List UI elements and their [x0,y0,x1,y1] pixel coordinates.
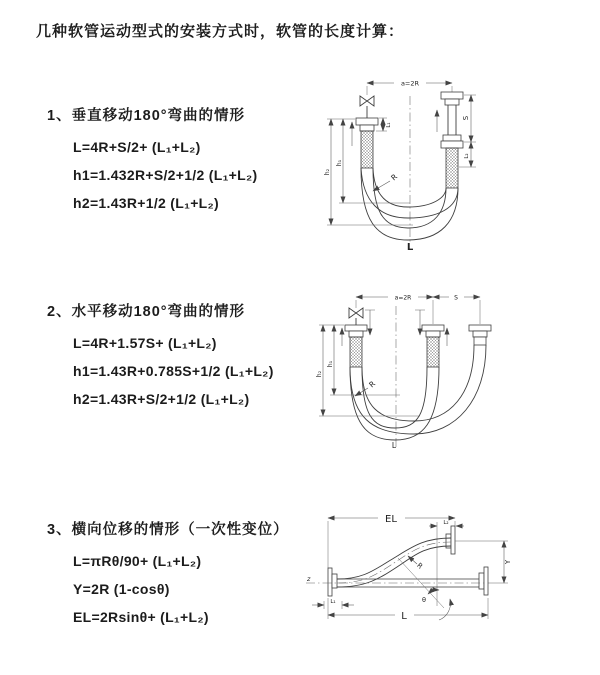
dim-l2 [429,520,464,606]
dim-label-s: S [462,115,470,121]
dim-label-a2r: a=2R [400,79,420,88]
formula-line: L=4R+1.57S+ (L₁+L₂) [73,335,217,351]
dim-label-l1: L₁ [386,122,392,128]
section-2-heading: 2、水平移动180°弯曲的情形 [47,304,246,320]
theta-label: θ [422,596,426,604]
section-2-formulas [73,329,274,413]
dim-s [462,95,476,142]
dim-label-h2: h₂ [316,370,323,378]
dim-span-a2r [356,295,433,302]
braided-hose-left [361,131,373,168]
diagram-horizontal-180-bend [308,282,593,472]
dim-span-a2r [367,80,452,96]
dim-label-y: Y [504,559,512,565]
page-title: 几种软管运动型式的安装方式时，软管的长度计算： [36,23,405,40]
pipe-right-moved [469,325,491,345]
dim-label-l2: L₂ [464,153,470,159]
dim-label-h2: h₂ [324,168,331,176]
section-1-heading: 1、垂直移动180°弯曲的情形 [47,108,246,124]
dim-label-l2: L₂ [443,520,449,526]
u-bend-hoses [350,345,486,440]
dim-label-el: EL [385,514,397,525]
dim-label-a2r: a=2R [394,294,412,302]
length-label: L [401,611,407,622]
length-label: L [406,242,414,253]
valve-icon [349,308,363,325]
left-flange [328,568,337,596]
upper-right-flange [446,526,455,554]
pipe-left [345,325,367,367]
lower-right-flange [479,567,488,595]
radius-label: R [415,561,425,571]
diagram-lateral-displacement [298,498,598,643]
dim-label-h1: h₁ [327,360,334,368]
s-curve-hose [337,538,451,587]
valve-icon [360,96,374,118]
pipe-middle [422,325,444,367]
formula-line: h2=1.43R+S/2+1/2 (L₁+L₂) [73,391,250,407]
braided-hose-right [446,148,458,188]
dim-label-l1: L₁ [330,599,336,605]
formula-line: EL=2Rsinθ+ (L₁+L₂) [73,609,209,625]
dim-l [328,598,488,622]
radius-label: R [389,172,400,183]
dim-label-s: S [454,294,458,302]
formula-line: h2=1.43R+1/2 (L₁+L₂) [73,195,220,211]
radius-callout [408,556,424,571]
section-3-heading: 3、横向位移的情形（一次性变位） [47,522,289,538]
formula-line: h1=1.432R+S/2+1/2 (L₁+L₂) [73,167,258,183]
section-3-formulas [73,547,289,631]
formula-line: h1=1.43R+0.785S+1/2 (L₁+L₂) [73,363,274,379]
dim-l1 [312,599,354,609]
section-vertical-movement [47,104,258,217]
formula-line: Y=2R (1-cosθ) [73,581,170,597]
section-1-formulas [73,133,258,217]
u-bend-hoses [361,168,458,240]
formula-line: L=πRθ/90+ (L₁+L₂) [73,553,202,569]
dim-label-h1: h₁ [336,159,343,167]
section-horizontal-movement [47,300,274,413]
diagram-vertical-180-bend [310,70,590,260]
dim-s [433,295,480,302]
right-pipe [441,92,463,188]
radius-label: R [367,379,378,390]
left-flange [356,118,378,131]
length-label: L [391,441,397,450]
formula-line: L=4R+S/2+ (L₁+L₂) [73,139,201,155]
centerline-mark: z [307,575,311,583]
fitting-length-marks [365,310,425,335]
section-lateral-displacement [47,518,289,631]
dim-h2 [316,325,420,416]
angle-theta [422,590,451,620]
